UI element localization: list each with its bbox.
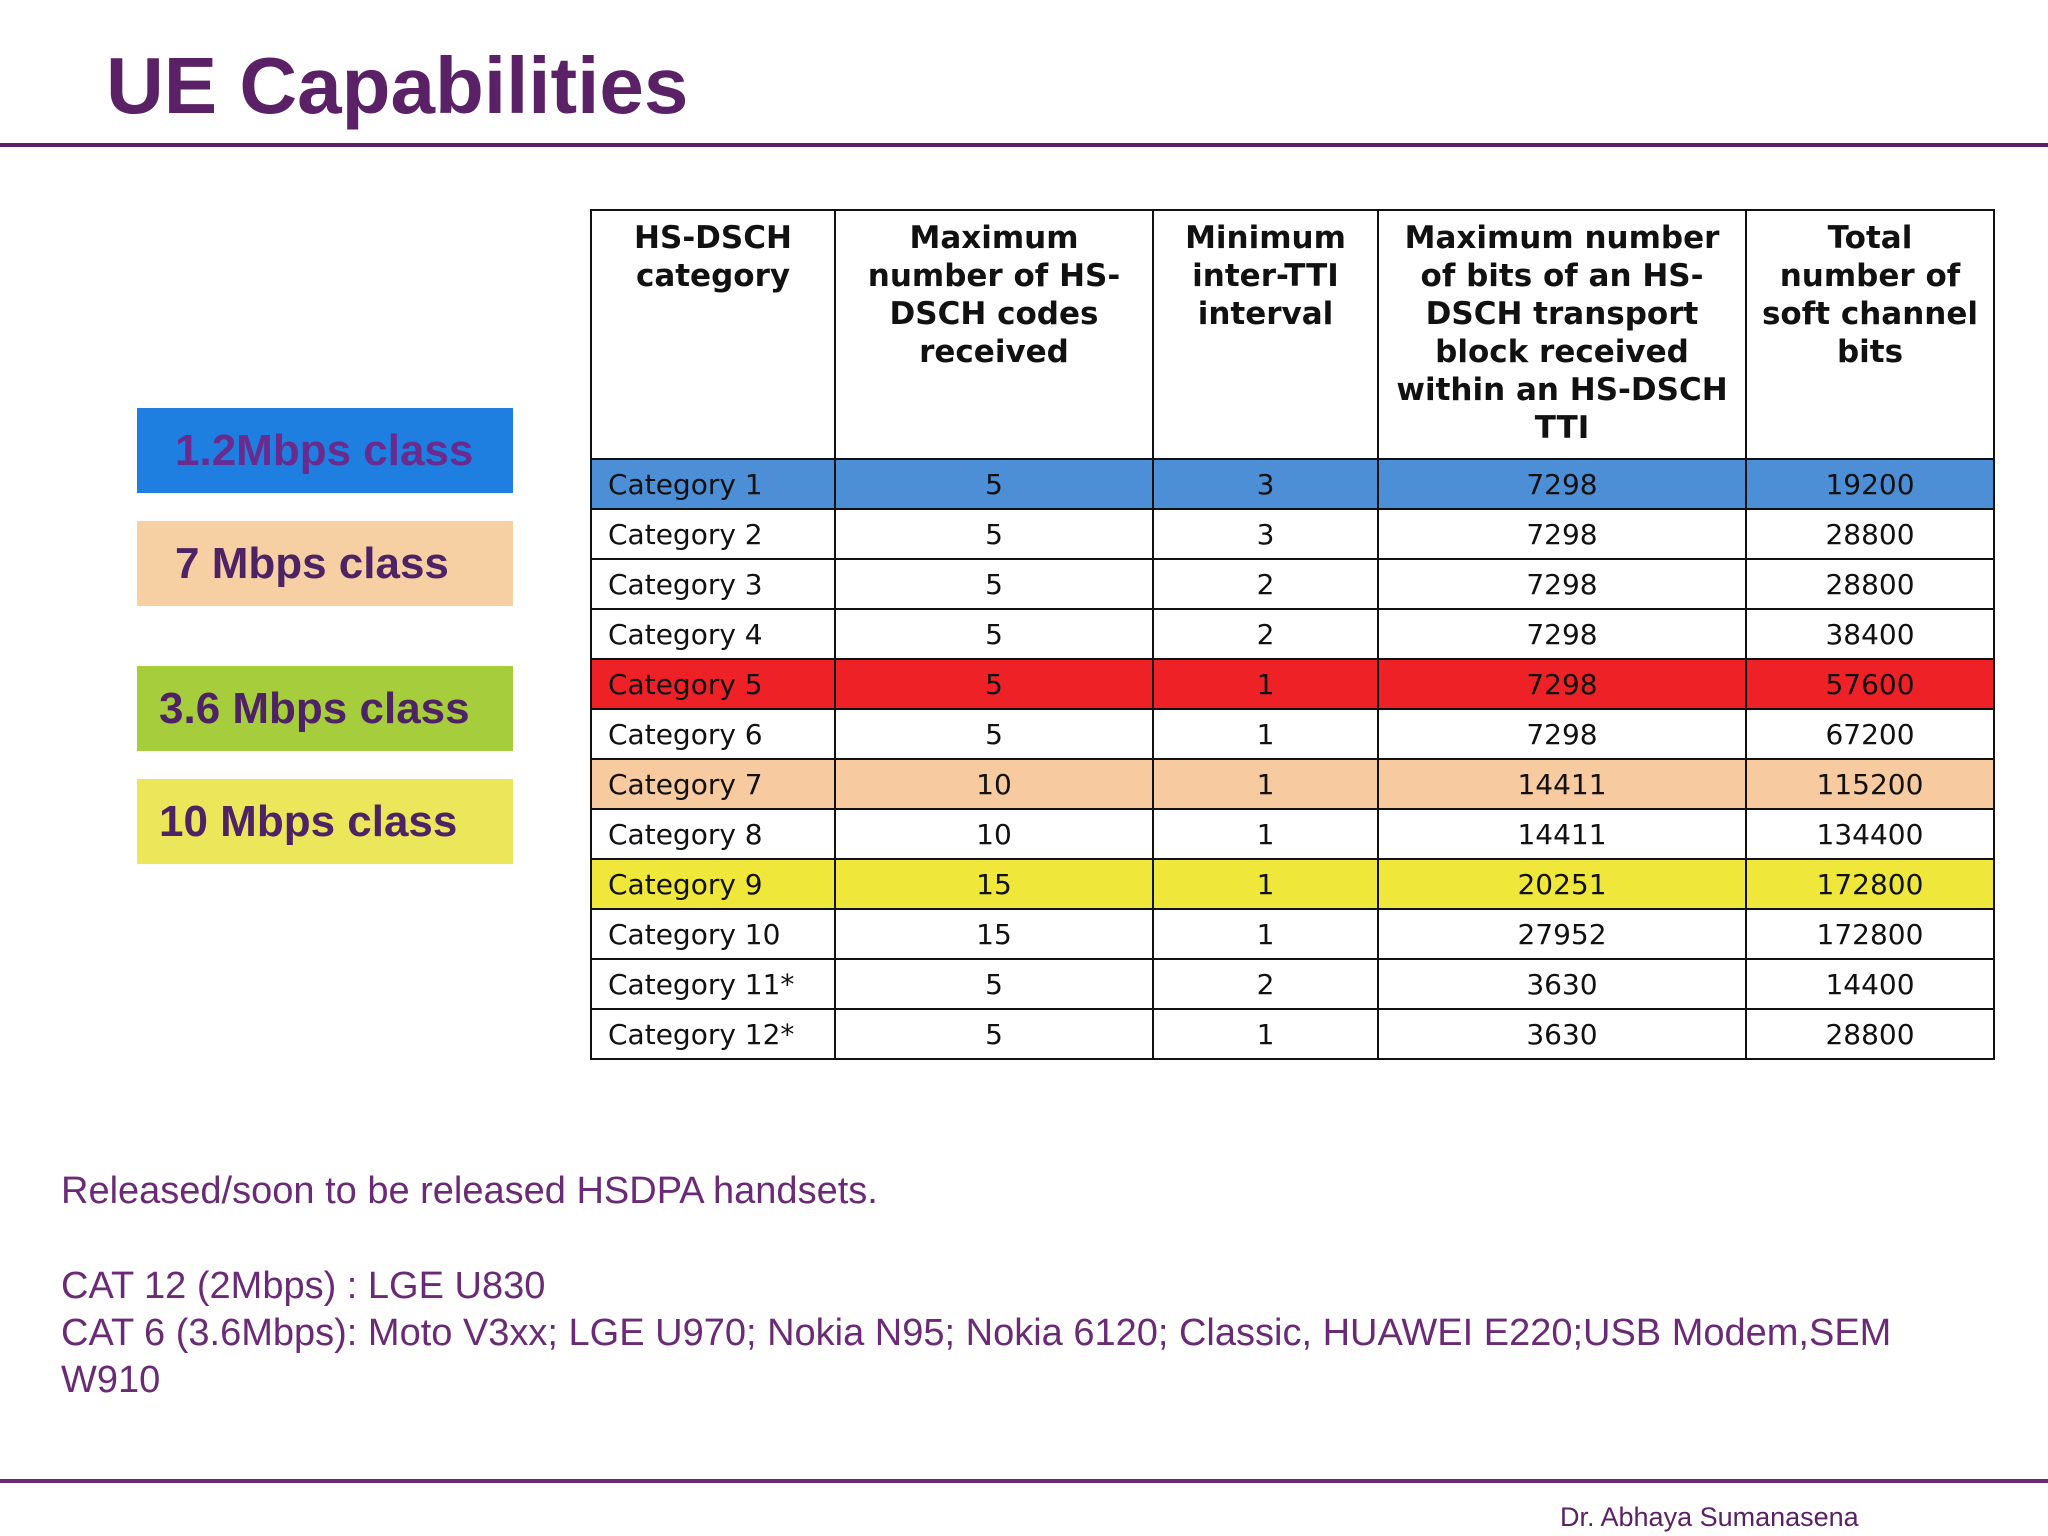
value-cell: 3 xyxy=(1153,509,1378,559)
handsets-note: Released/soon to be released HSDPA handsets. xyxy=(61,1170,878,1212)
category-cell: Category 1 xyxy=(591,459,835,509)
table-row xyxy=(591,1009,1994,1059)
value-cell: 10 xyxy=(835,759,1153,809)
value-cell: 2 xyxy=(1153,609,1378,659)
legend-class-7mbps: 7 Mbps class xyxy=(137,521,513,606)
table-row xyxy=(591,459,1994,509)
value-cell: 3630 xyxy=(1378,959,1746,1009)
category-cell: Category 7 xyxy=(591,759,835,809)
value-cell: 1 xyxy=(1153,759,1378,809)
value-cell: 1 xyxy=(1153,1009,1378,1059)
value-cell: 19200 xyxy=(1746,459,1994,509)
category-cell: Category 5 xyxy=(591,659,835,709)
table-row xyxy=(591,759,1994,809)
legend-class-1-2mbps: 1.2Mbps class xyxy=(137,408,513,493)
header-max-codes: Maximum number of HS-DSCH codes received xyxy=(835,210,1153,459)
header-max-bits: Maximum number of bits of an HS-DSCH transport block received within an HS-DSCH TTI xyxy=(1378,210,1746,459)
value-cell: 7298 xyxy=(1378,709,1746,759)
category-cell: Category 11* xyxy=(591,959,835,1009)
value-cell: 7298 xyxy=(1378,509,1746,559)
value-cell: 5 xyxy=(835,509,1153,559)
table-row xyxy=(591,859,1994,909)
table-row xyxy=(591,509,1994,559)
value-cell: 1 xyxy=(1153,809,1378,859)
value-cell: 7298 xyxy=(1378,459,1746,509)
hsdsch-category-table xyxy=(590,209,1995,1060)
category-cell: Category 10 xyxy=(591,909,835,959)
category-cell: Category 3 xyxy=(591,559,835,609)
value-cell: 5 xyxy=(835,959,1153,1009)
value-cell: 134400 xyxy=(1746,809,1994,859)
value-cell: 14411 xyxy=(1378,759,1746,809)
table-row xyxy=(591,659,1994,709)
cat6-handsets: CAT 6 (3.6Mbps): Moto V3xx; LGE U970; Nokia N95; Nokia 6120; Classic, HUAWEI E220;USB Modem,SEM W910 xyxy=(61,1312,1892,1401)
table-row xyxy=(591,709,1994,759)
title-divider xyxy=(0,143,2048,147)
header-category: HS-DSCH category xyxy=(591,210,835,459)
header-soft-bits: Total number of soft channel bits xyxy=(1746,210,1994,459)
value-cell: 14411 xyxy=(1378,809,1746,859)
table-row xyxy=(591,609,1994,659)
value-cell: 7298 xyxy=(1378,659,1746,709)
value-cell: 5 xyxy=(835,709,1153,759)
value-cell: 2 xyxy=(1153,559,1378,609)
value-cell: 7298 xyxy=(1378,559,1746,609)
value-cell: 115200 xyxy=(1746,759,1994,809)
legend-class-3-6mbps: 3.6 Mbps class xyxy=(137,666,513,751)
value-cell: 28800 xyxy=(1746,1009,1994,1059)
author-footer: Dr. Abhaya Sumanasena xyxy=(1560,1502,1859,1532)
value-cell: 27952 xyxy=(1378,909,1746,959)
value-cell: 172800 xyxy=(1746,859,1994,909)
value-cell: 14400 xyxy=(1746,959,1994,1009)
value-cell: 3 xyxy=(1153,459,1378,509)
category-cell: Category 8 xyxy=(591,809,835,859)
value-cell: 3630 xyxy=(1378,1009,1746,1059)
table-row xyxy=(591,559,1994,609)
value-cell: 1 xyxy=(1153,909,1378,959)
table-header-row xyxy=(591,210,1994,459)
value-cell: 1 xyxy=(1153,859,1378,909)
table-row xyxy=(591,809,1994,859)
category-cell: Category 9 xyxy=(591,859,835,909)
value-cell: 57600 xyxy=(1746,659,1994,709)
value-cell: 15 xyxy=(835,859,1153,909)
table-row xyxy=(591,959,1994,1009)
value-cell: 15 xyxy=(835,909,1153,959)
value-cell: 1 xyxy=(1153,659,1378,709)
value-cell: 10 xyxy=(835,809,1153,859)
value-cell: 5 xyxy=(835,1009,1153,1059)
value-cell: 5 xyxy=(835,609,1153,659)
value-cell: 1 xyxy=(1153,709,1378,759)
footer-divider xyxy=(0,1479,2048,1483)
legend-class-10mbps: 10 Mbps class xyxy=(137,779,513,864)
table-row xyxy=(591,909,1994,959)
header-min-tti: Minimum inter-TTI interval xyxy=(1153,210,1378,459)
value-cell: 28800 xyxy=(1746,509,1994,559)
value-cell: 7298 xyxy=(1378,609,1746,659)
value-cell: 38400 xyxy=(1746,609,1994,659)
category-cell: Category 6 xyxy=(591,709,835,759)
category-cell: Category 12* xyxy=(591,1009,835,1059)
cat12-handsets: CAT 12 (2Mbps) : LGE U830 xyxy=(61,1265,546,1307)
value-cell: 5 xyxy=(835,659,1153,709)
category-cell: Category 4 xyxy=(591,609,835,659)
category-cell: Category 2 xyxy=(591,509,835,559)
value-cell: 172800 xyxy=(1746,909,1994,959)
value-cell: 2 xyxy=(1153,959,1378,1009)
value-cell: 5 xyxy=(835,559,1153,609)
value-cell: 20251 xyxy=(1378,859,1746,909)
value-cell: 67200 xyxy=(1746,709,1994,759)
value-cell: 5 xyxy=(835,459,1153,509)
table-body xyxy=(591,459,1994,1059)
value-cell: 28800 xyxy=(1746,559,1994,609)
slide-title: UE Capabilities xyxy=(106,41,689,130)
